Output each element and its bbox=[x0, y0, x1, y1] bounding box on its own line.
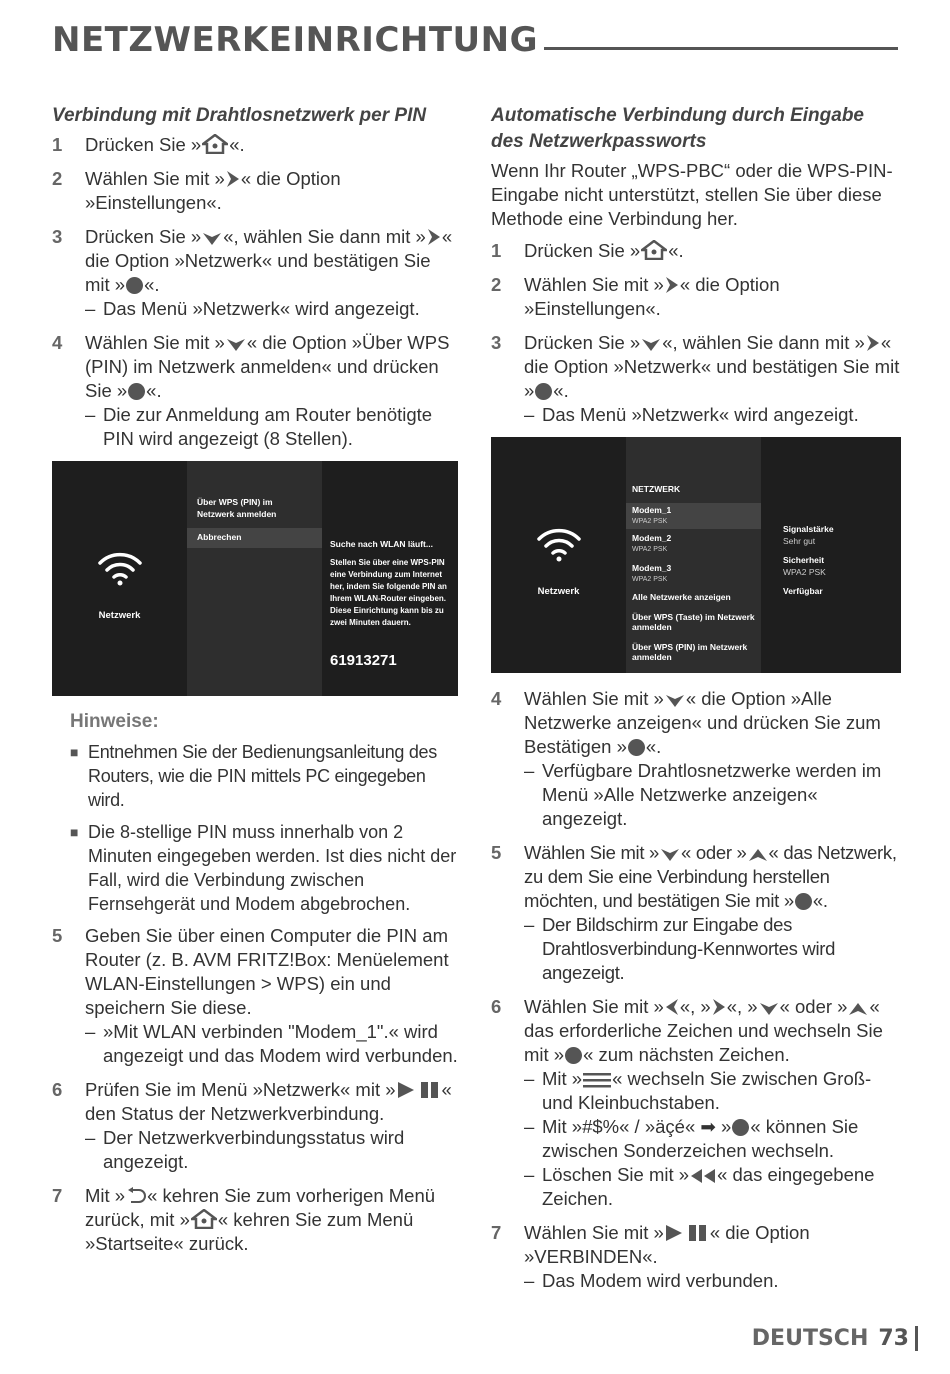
ok-button-icon bbox=[535, 383, 552, 400]
tv-menu-item-wps-pin[interactable]: Über WPS (PIN) im Netzwerk anmelden bbox=[197, 497, 277, 519]
notes bbox=[70, 710, 460, 916]
step-text: Mit »#$%« / »äçé« ➡ » bbox=[542, 1116, 732, 1137]
tv-menu-title: NETZWERK bbox=[632, 484, 681, 494]
right-step-7 bbox=[491, 1221, 901, 1293]
tv-available: Verfügbar bbox=[783, 586, 823, 596]
tv-pane-left bbox=[52, 461, 187, 696]
step-number: 7 bbox=[491, 1222, 502, 1243]
step-result: – Das Menü »Netzwerk« wird angezeigt. bbox=[85, 297, 460, 321]
arrow-right-icon bbox=[226, 170, 240, 188]
step-text: «, wählen Sie dann mit » bbox=[223, 226, 426, 247]
tv-all-networks-item[interactable]: Alle Netzwerke anzeigen bbox=[632, 592, 731, 602]
play-pause-icon bbox=[397, 1081, 441, 1099]
arrow-up-icon bbox=[748, 848, 768, 862]
step-text: Mit » bbox=[542, 1068, 583, 1089]
step-number: 5 bbox=[491, 842, 501, 863]
step-result: – Der Netzwerkverbindungsstatus wird angezeigt. bbox=[85, 1126, 460, 1174]
step-text: « kehren Sie zum Menü »Startseite« zurück. bbox=[85, 1209, 414, 1254]
ok-button-icon bbox=[628, 739, 645, 756]
tv-pane-left bbox=[491, 437, 626, 673]
right-column bbox=[491, 103, 901, 1303]
step-number: 3 bbox=[491, 332, 502, 353]
left-step-2 bbox=[52, 167, 460, 215]
step-text: « die Option »Netzwerk« und bestätigen Sie mit » bbox=[85, 226, 453, 295]
step-text: Wählen Sie mit » bbox=[524, 996, 664, 1017]
arrow-left-icon bbox=[665, 998, 679, 1016]
step-number: 2 bbox=[52, 168, 63, 189]
step-number: 1 bbox=[491, 240, 502, 261]
step-result: – Verfügbare Drahtlosnetzwerke werden im Menü »Alle Netzwerke anzeigen« angezeigt. bbox=[524, 759, 901, 831]
step-result bbox=[524, 1067, 901, 1115]
tv-wps-pin-item[interactable]: Über WPS (PIN) im Netzwerk anmelden bbox=[632, 642, 748, 662]
step-text: Wählen Sie mit » bbox=[85, 168, 225, 189]
step-text: Wählen Sie mit » bbox=[524, 274, 664, 295]
step-number: 6 bbox=[52, 1079, 63, 1100]
step-text: «. bbox=[146, 380, 162, 401]
left-step-6 bbox=[52, 1078, 460, 1174]
step-text: Löschen Sie mit » bbox=[542, 1164, 690, 1185]
tv-security-label: Sicherheit bbox=[783, 555, 825, 565]
tv-pane-menu bbox=[187, 461, 322, 696]
step-text: Drücken Sie » bbox=[524, 332, 641, 353]
tv-wps-button-item[interactable]: Über WPS (Taste) im Netzwerk anmelden bbox=[632, 612, 755, 632]
step-text: « zum nächsten Zeichen. bbox=[583, 1044, 790, 1065]
step-text: « das Netzwerk, zu dem Sie eine Verbindung herstellen möchten, und bestätigen Sie mit » bbox=[524, 842, 897, 911]
step-text: « das erforderliche Zeichen und wechseln Sie mit » bbox=[524, 996, 883, 1065]
step-text: «, » bbox=[679, 996, 711, 1017]
note-item: ■ Die 8-stellige PIN muss innerhalb von 2 Minuten eingegeben werden. Ist dies nicht der Fall, wird die Verbindung zwischen Fernsehgerät und Modem abgebrochen. bbox=[70, 820, 460, 916]
arrow-down-icon bbox=[660, 848, 680, 862]
left-steps-continued bbox=[52, 924, 460, 1256]
step-number: 6 bbox=[491, 996, 502, 1017]
tv-pane-details bbox=[761, 437, 901, 673]
modem-security: WPA2 PSK bbox=[632, 575, 668, 583]
step-text: «. bbox=[645, 736, 662, 757]
tv-cancel-item[interactable]: Abbrechen bbox=[187, 528, 322, 548]
arrow-down-icon bbox=[665, 694, 685, 708]
arrow-right-icon bbox=[665, 276, 679, 294]
step-text: Mit » bbox=[85, 1185, 126, 1206]
step-number: 2 bbox=[491, 274, 502, 295]
step-result bbox=[524, 1115, 901, 1163]
note-item: ■ Entnehmen Sie der Bedienungsanleitung des Routers, wie die PIN mittels PC eingegeben wird. bbox=[70, 740, 460, 812]
left-column bbox=[52, 103, 460, 1266]
right-steps-continued bbox=[491, 687, 901, 1293]
left-step-5 bbox=[52, 924, 460, 1068]
step-result: – Das Menü »Netzwerk« wird angezeigt. bbox=[524, 403, 901, 427]
ok-button-icon bbox=[565, 1047, 582, 1064]
step-text: «. bbox=[144, 274, 160, 295]
tv-signal-label: Signalstärke bbox=[783, 524, 834, 534]
arrow-down-icon bbox=[226, 338, 246, 352]
footer-language: DEUTSCH bbox=[751, 1326, 869, 1351]
right-step-1 bbox=[491, 239, 901, 263]
step-text: «, wählen Sie dann mit » bbox=[662, 332, 865, 353]
step-text: «. bbox=[668, 240, 684, 261]
tv-modem-item[interactable] bbox=[632, 563, 671, 584]
page-title: NETZWERKEINRICHTUNG bbox=[52, 20, 539, 60]
wifi-icon bbox=[535, 527, 583, 563]
step-text: « die Option »Über WPS (PIN) im Netzwerk anmelden« und drücken Sie » bbox=[85, 332, 450, 401]
tv-pane-menu bbox=[626, 437, 761, 673]
arrow-up-icon bbox=[848, 1002, 868, 1016]
step-result: – Das Modem wird verbunden. bbox=[524, 1269, 901, 1293]
back-icon bbox=[126, 1187, 146, 1205]
rewind-icon bbox=[690, 1168, 716, 1184]
right-step-4 bbox=[491, 687, 901, 831]
step-number: 5 bbox=[52, 925, 63, 946]
ok-button-icon bbox=[128, 383, 145, 400]
step-text: Wählen Sie mit » bbox=[85, 332, 225, 353]
step-text: Drücken Sie » bbox=[85, 134, 202, 155]
home-icon bbox=[202, 134, 228, 154]
step-result: – Die zur Anmeldung am Router benötigte PIN wird angezeigt (8 Stellen). bbox=[85, 403, 460, 451]
tv-network-label: Netzwerk bbox=[98, 610, 141, 621]
title-rule bbox=[544, 47, 898, 50]
step-text: Wählen Sie mit » bbox=[524, 1222, 664, 1243]
arrow-right-icon bbox=[427, 228, 441, 246]
step-text: «. bbox=[229, 134, 245, 155]
step-number: 4 bbox=[491, 688, 502, 709]
step-number: 7 bbox=[52, 1185, 63, 1206]
step-result bbox=[524, 1163, 901, 1211]
tv-info-text: Stellen Sie über eine WPS-PIN eine Verbindung zum Internet her, indem Sie folgende PIN an Ihrem WLAN-Router eingeben. Diese Einrichtung kann bis zu zwei Minuten dauern. bbox=[330, 558, 447, 627]
left-step-4 bbox=[52, 331, 460, 451]
home-icon bbox=[641, 240, 667, 260]
right-step-2 bbox=[491, 273, 901, 321]
tv-pane-info bbox=[322, 461, 458, 696]
tv-screen-wps-pin bbox=[52, 461, 458, 696]
tv-modem-item[interactable] bbox=[632, 533, 671, 554]
step-text: Drücken Sie » bbox=[85, 226, 202, 247]
left-steps bbox=[52, 133, 460, 451]
page-title-bar bbox=[52, 20, 898, 60]
step-text: «. bbox=[812, 890, 828, 911]
step-text: «, » bbox=[726, 996, 758, 1017]
modem-name: Modem_2 bbox=[632, 533, 672, 543]
step-number: 4 bbox=[52, 332, 63, 353]
tv-signal-value: Sehr gut bbox=[783, 536, 816, 546]
tv-screen-network bbox=[491, 437, 901, 673]
step-text: « oder » bbox=[681, 842, 747, 863]
tv-pin: 61913271 bbox=[330, 652, 397, 669]
tv-search-text: Suche nach WLAN läuft... bbox=[330, 539, 433, 549]
modem-security: WPA2 PSK bbox=[632, 545, 668, 553]
step-text: « die Option »Einstellungen«. bbox=[85, 168, 341, 213]
step-text: Drücken Sie » bbox=[524, 240, 641, 261]
step-result: – »Mit WLAN verbinden "Modem_1".« wird angezeigt und das Modem wird verbunden. bbox=[85, 1020, 460, 1068]
arrow-down-icon bbox=[202, 232, 222, 246]
step-result: – Der Bildschirm zur Eingabe des Drahtlosverbindung-Kennwortes wird angezeigt. bbox=[524, 913, 901, 985]
arrow-right-icon bbox=[712, 998, 726, 1016]
menu-icon bbox=[583, 1072, 611, 1088]
play-pause-icon bbox=[665, 1224, 709, 1242]
page-number: 73 bbox=[878, 1326, 918, 1351]
modem-name: Modem_1 bbox=[632, 505, 672, 515]
step-text: « oder » bbox=[779, 996, 848, 1017]
step-text: « die Option »VERBINDEN«. bbox=[524, 1222, 810, 1267]
step-text: « kehren Sie zum vorherigen Menü zurück, mit » bbox=[85, 1185, 436, 1230]
ok-button-icon bbox=[126, 277, 143, 294]
step-text: « die Option »Alle Netzwerke anzeigen« und drücken Sie zum Bestätigen » bbox=[524, 688, 881, 757]
step-text: « das eingegebene Zeichen. bbox=[542, 1164, 875, 1209]
step-text: Wählen Sie mit » bbox=[524, 842, 660, 863]
right-steps bbox=[491, 239, 901, 427]
tv-security-value: WPA2 PSK bbox=[783, 567, 826, 577]
step-number: 3 bbox=[52, 226, 63, 247]
wifi-icon bbox=[96, 551, 144, 587]
arrow-right-icon bbox=[866, 334, 880, 352]
arrow-down-icon bbox=[759, 1002, 779, 1016]
modem-security: WPA2 PSK bbox=[632, 517, 668, 525]
step-number: 1 bbox=[52, 134, 63, 155]
right-step-3 bbox=[491, 331, 901, 427]
left-step-3 bbox=[52, 225, 460, 321]
ok-button-icon bbox=[732, 1119, 749, 1136]
step-text: « die Option »Einstellungen«. bbox=[524, 274, 780, 319]
right-heading: Automatische Verbindung durch Eingabe des Netzwerkpassworts bbox=[491, 105, 864, 152]
step-text: Prüfen Sie im Menü »Netzwerk« mit » bbox=[85, 1079, 396, 1100]
right-step-6 bbox=[491, 995, 901, 1211]
page-footer bbox=[752, 1326, 918, 1351]
right-intro: Wenn Ihr Router „WPS-PBC“ oder die WPS-PIN-Eingabe nicht unterstützt, stellen Sie über diese Methode eine Verbindung her. bbox=[491, 160, 893, 229]
left-heading: Verbindung mit Drahtlosnetzwerk per PIN bbox=[52, 105, 427, 126]
step-text: Geben Sie über einen Computer die PIN am Router (z. B. AVM FRITZ!Box: Menüelement WLAN-Einstellungen > WPS) ein und speichern Sie diese. bbox=[85, 925, 449, 1018]
step-text: « wechseln Sie zwischen Groß- und Kleinbuchstaben. bbox=[542, 1068, 872, 1113]
arrow-down-icon bbox=[641, 338, 661, 352]
step-text: « den Status der Netzwerkverbindung. bbox=[85, 1079, 452, 1124]
tv-modem-item[interactable] bbox=[626, 503, 761, 529]
home-icon bbox=[191, 1209, 217, 1229]
tv-network-label: Netzwerk bbox=[537, 586, 580, 597]
step-text: «. bbox=[553, 380, 569, 401]
ok-button-icon bbox=[795, 893, 812, 910]
left-step-7 bbox=[52, 1184, 460, 1256]
right-step-5 bbox=[491, 841, 901, 985]
notes-heading: Hinweise: bbox=[70, 711, 159, 732]
left-step-1 bbox=[52, 133, 460, 157]
step-text: Wählen Sie mit » bbox=[524, 688, 664, 709]
step-text: « können Sie zwischen Sonderzeichen wechseln. bbox=[542, 1116, 859, 1161]
step-text: « die Option »Netzwerk« und bestätigen Sie mit » bbox=[524, 332, 900, 401]
modem-name: Modem_3 bbox=[632, 563, 672, 573]
